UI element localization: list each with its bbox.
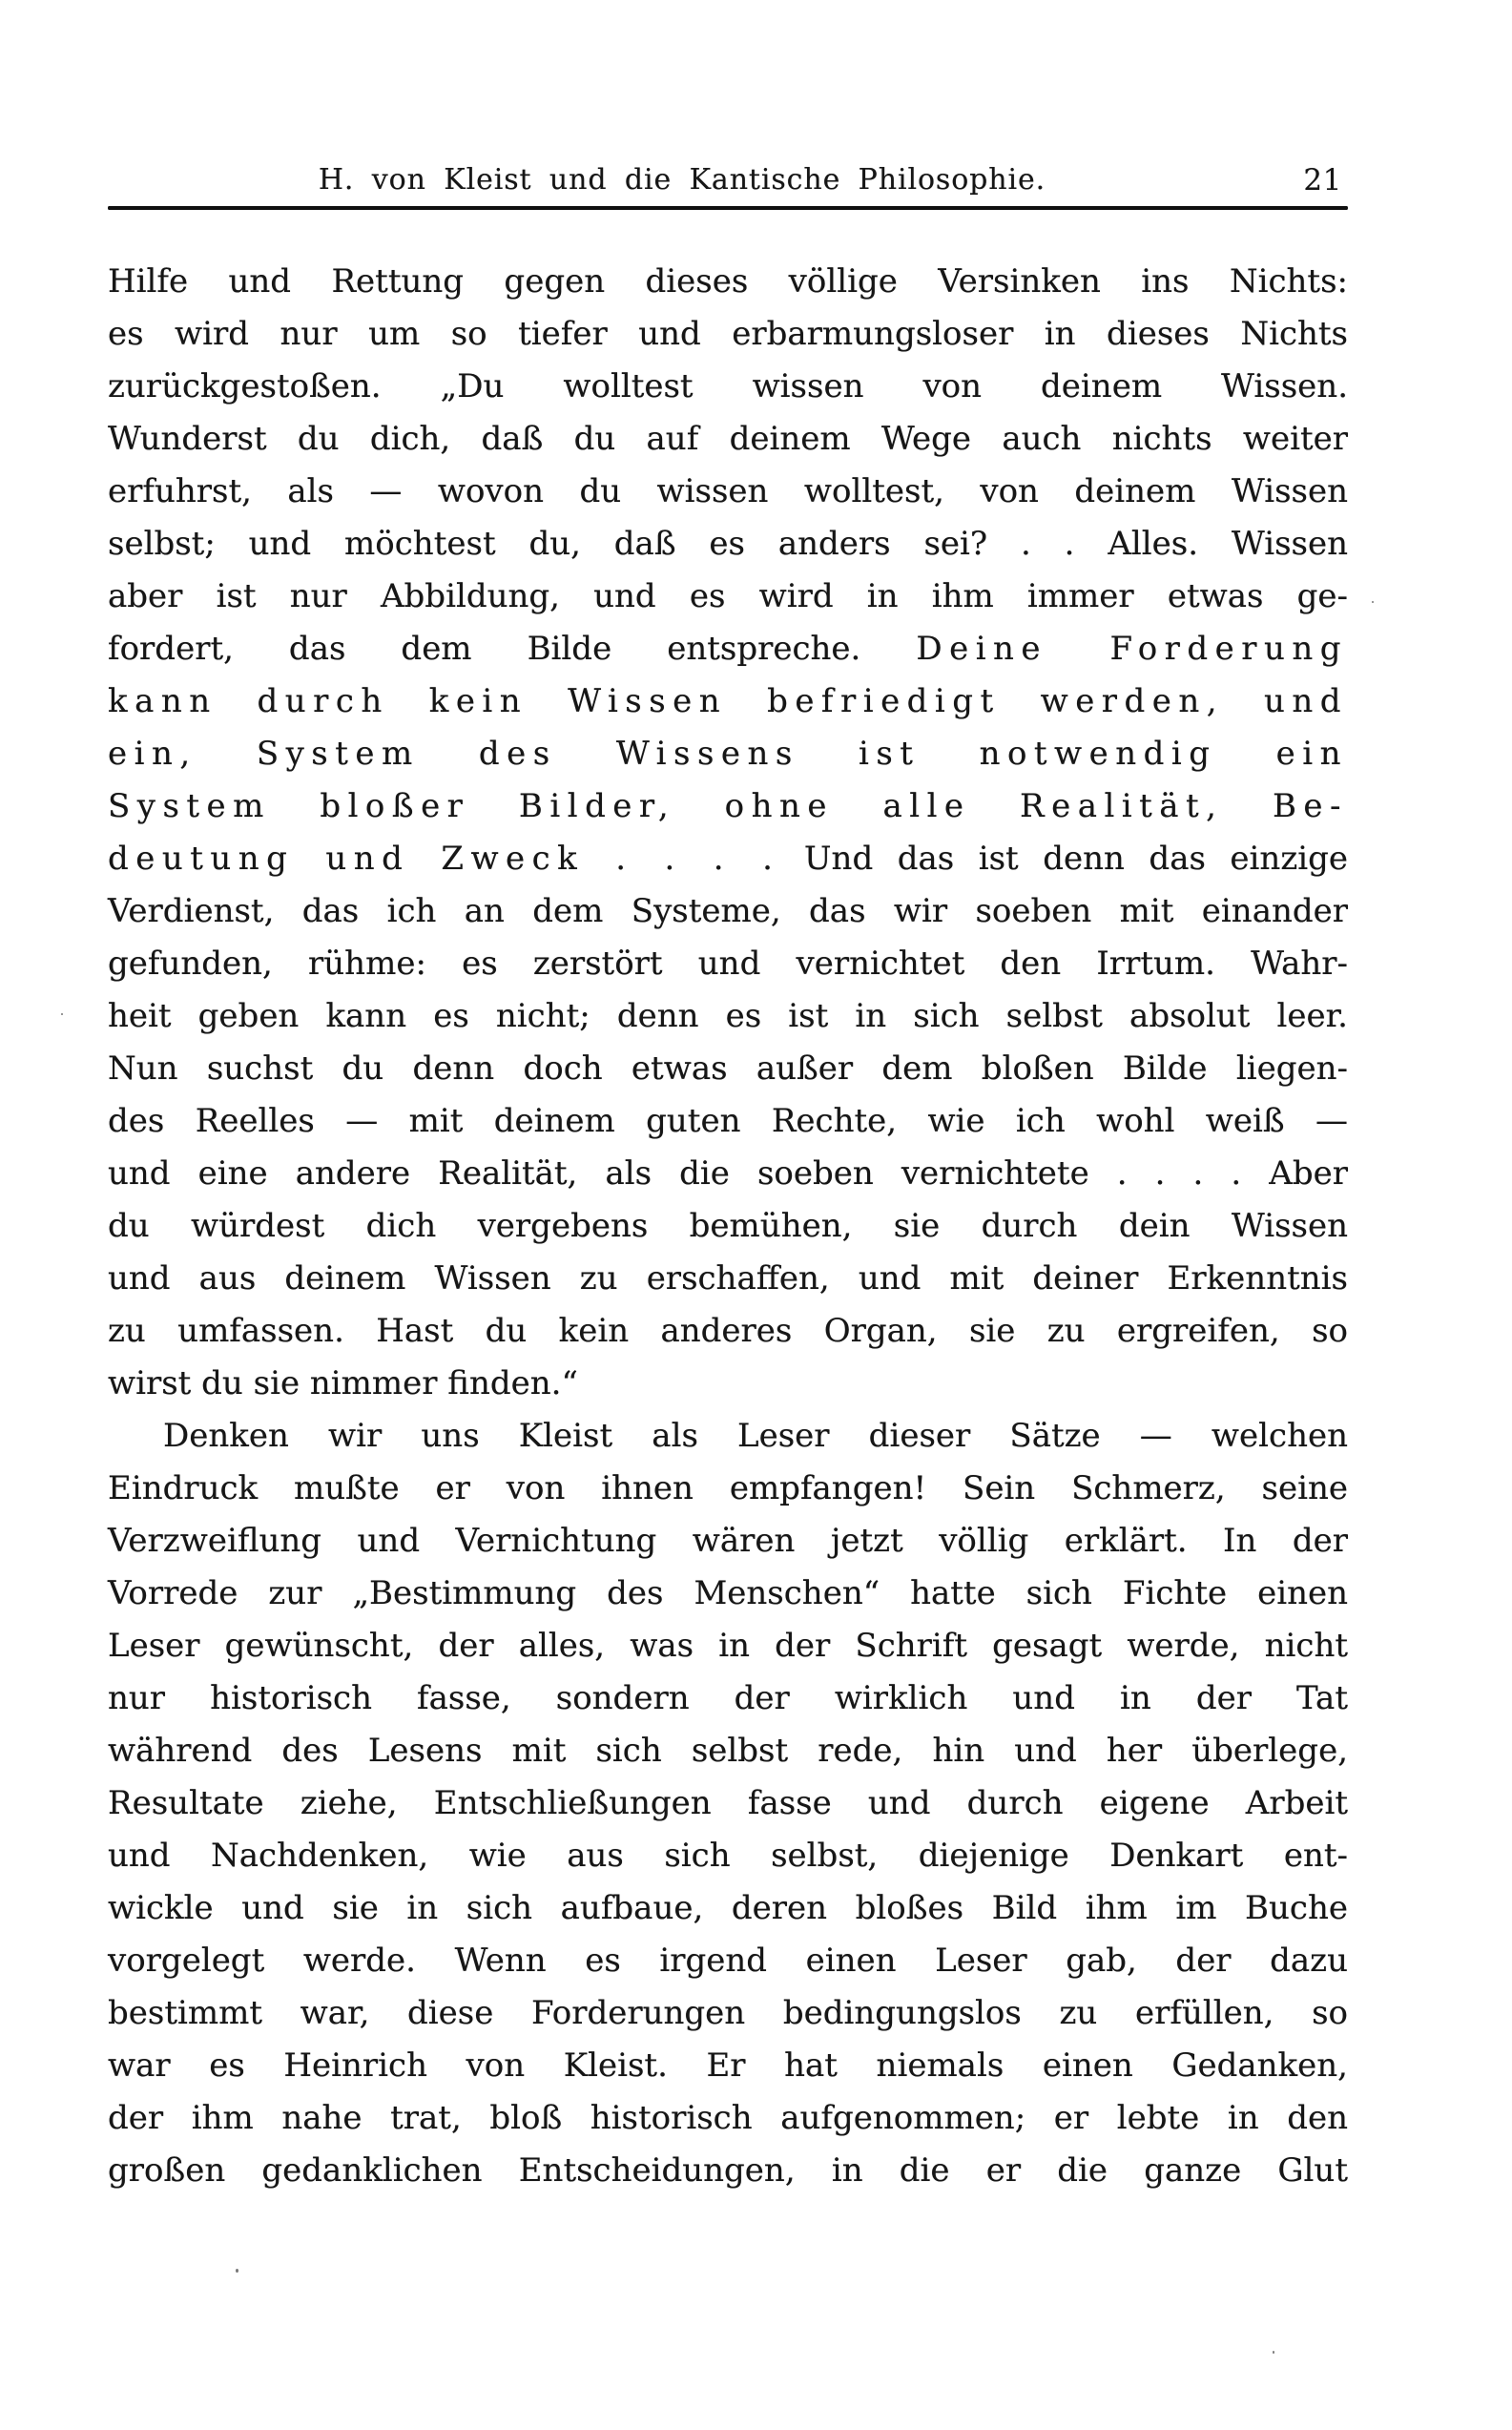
text-segment: wirst du sie nimmer finden.“	[108, 1364, 578, 1402]
text-segment: war es Heinrich von Kleist. Er hat niemals einen Gedanken,	[108, 2046, 1348, 2085]
text-segment: und Nachdenken, wie aus sich selbst, diejenige Denkart ent-	[108, 1837, 1348, 1875]
text-segment: erfuhrst, als — wovon du wissen wolltest, von deinem Wissen	[108, 472, 1348, 510]
text-segment: fordert, das dem Bilde entspreche.	[108, 630, 861, 668]
text-line	[108, 2092, 1348, 2145]
text-segment: und eine andere Realität, als die soeben vernichtete . . . . Aber	[108, 1154, 1348, 1193]
text-line	[108, 256, 1348, 308]
text-line	[108, 1830, 1348, 1882]
text-line	[108, 1935, 1348, 1987]
text-line	[108, 571, 1348, 623]
text-line	[108, 1515, 1348, 1568]
text-segment: Verzweiflung und Vernichtung wären jetzt völlig erklärt. In der	[108, 1522, 1348, 1560]
text-line	[108, 938, 1348, 990]
text-line	[108, 1305, 1348, 1358]
text-segment: Vorrede zur „Bestimmung des Menschen“ hatte sich Fichte einen	[108, 1574, 1348, 1612]
scan-speck	[1273, 2351, 1274, 2354]
text-segment: gefunden, rühme: es zerstört und vernichtet den Irrtum. Wahr-	[108, 945, 1348, 983]
header-rule	[108, 206, 1348, 210]
text-segment: zurückgestoßen. „Du wolltest wissen von deinem Wissen.	[108, 367, 1348, 405]
text-segment: zu umfassen. Hast du kein anderes Organ, sie zu ergreifen, so	[108, 1312, 1348, 1350]
text-segment: du würdest dich vergebens bemühen, sie durch dein Wissen	[108, 1207, 1348, 1245]
text-segment: der ihm nahe trat, bloß historisch aufgenommen; er lebte in den	[108, 2099, 1348, 2137]
scan-speck	[1372, 601, 1374, 603]
text-line	[108, 2040, 1348, 2092]
text-segment: Wunderst du dich, daß du auf deinem Wege auch nichts weiter	[108, 420, 1348, 458]
text-line	[108, 1620, 1348, 1672]
text-line	[108, 1987, 1348, 2040]
text-segment: Verdienst, das ich an dem Systeme, das wir soeben mit einander	[108, 892, 1348, 930]
text-line	[108, 1148, 1348, 1200]
text-line	[108, 885, 1348, 938]
text-segment: großen gedanklichen Entscheidungen, in die er die ganze Glut	[108, 2151, 1348, 2190]
header-title: H. von Kleist und die Kantische Philosophie.	[318, 163, 1046, 197]
text-line	[108, 623, 1348, 675]
text-line	[108, 1358, 1348, 1410]
text-line	[108, 466, 1348, 518]
text-line	[108, 1777, 1348, 1830]
text-line	[108, 1253, 1348, 1305]
text-line	[108, 361, 1348, 413]
text-line	[108, 1410, 1348, 1463]
running-header	[108, 160, 1348, 200]
text-segment: es wird nur um so tiefer und erbarmungsloser in dieses Nichts	[108, 315, 1348, 353]
text-line	[108, 833, 1348, 885]
page-number: 21	[1303, 163, 1342, 197]
text-segment: nur historisch fasse, sondern der wirklich und in der Tat	[108, 1679, 1348, 1717]
letterspaced-segment: deutung und Zweck . . . .	[108, 840, 780, 878]
text-segment: Und das ist denn das einzige	[803, 840, 1348, 878]
text-segment: Denken wir uns Kleist als Leser dieser Sätze — welchen	[163, 1417, 1348, 1455]
text-line	[108, 518, 1348, 571]
text-line	[108, 1200, 1348, 1253]
text-line	[108, 728, 1348, 780]
text-segment: Hilfe und Rettung gegen dieses völlige Versinken ins Nichts:	[108, 262, 1348, 301]
text-segment: Nun suchst du denn doch etwas außer dem bloßen Bilde liegen-	[108, 1049, 1348, 1088]
text-segment: vorgelegt werde. Wenn es irgend einen Leser gab, der dazu	[108, 1942, 1348, 1980]
body-text	[108, 256, 1348, 2197]
text-line	[108, 675, 1348, 728]
text-segment: Resultate ziehe, Entschließungen fasse und durch eigene Arbeit	[108, 1784, 1348, 1822]
letterspaced-segment: ein, System des Wissens ist notwendig ein	[108, 735, 1348, 773]
scan-speck	[61, 1013, 63, 1015]
letterspaced-segment: Deine Forderung	[916, 630, 1348, 668]
text-segment: und aus deinem Wissen zu erschaffen, und mit deiner Erkenntnis	[108, 1259, 1348, 1298]
text-line	[108, 413, 1348, 466]
text-segment: bestimmt war, diese Forderungen bedingungslos zu erfüllen, so	[108, 1994, 1348, 2032]
text-line	[108, 308, 1348, 361]
text-segment: Leser gewünscht, der alles, was in der Schrift gesagt werde, nicht	[108, 1627, 1348, 1665]
letterspaced-segment: System bloßer Bilder, ohne alle Realität, Be-	[108, 787, 1348, 825]
text-segment: heit geben kann es nicht; denn es ist in sich selbst absolut leer.	[108, 997, 1348, 1035]
text-line	[108, 2145, 1348, 2197]
text-line	[108, 1882, 1348, 1935]
text-line	[108, 1725, 1348, 1777]
text-line	[108, 990, 1348, 1043]
text-segment: selbst; und möchtest du, daß es anders sei? . . Alles. Wissen	[108, 525, 1348, 563]
text-line	[108, 1043, 1348, 1095]
text-segment: des Reelles — mit deinem guten Rechte, wie ich wohl weiß —	[108, 1102, 1348, 1140]
text-segment: während des Lesens mit sich selbst rede, hin und her überlege,	[108, 1732, 1348, 1770]
text-line	[108, 1095, 1348, 1148]
scan-speck	[236, 2269, 238, 2273]
text-segment: wickle und sie in sich aufbaue, deren bloßes Bild ihm im Buche	[108, 1889, 1348, 1927]
text-segment: aber ist nur Abbildung, und es wird in ihm immer etwas ge-	[108, 577, 1348, 615]
text-line	[108, 1568, 1348, 1620]
text-line	[108, 780, 1348, 833]
text-segment: Eindruck mußte er von ihnen empfangen! Sein Schmerz, seine	[108, 1469, 1348, 1507]
text-line	[108, 1672, 1348, 1725]
letterspaced-segment: kann durch kein Wissen befriedigt werden, und	[108, 682, 1348, 720]
text-line	[108, 1463, 1348, 1515]
